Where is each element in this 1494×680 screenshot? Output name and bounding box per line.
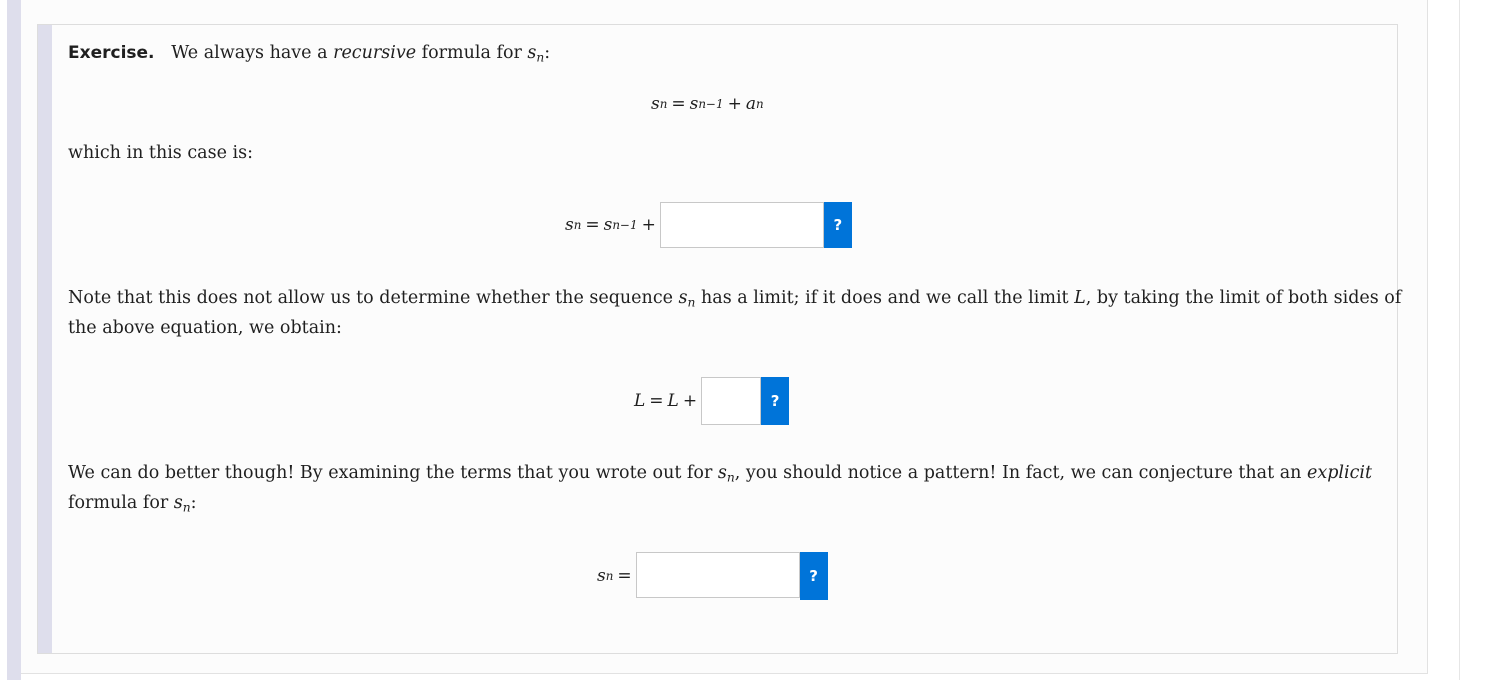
better-line-1 [68, 458, 1372, 493]
explicit-lhs: s [597, 566, 606, 586]
exercise-accent-bar [38, 25, 52, 653]
intro-text-after: formula for [416, 43, 528, 63]
case-equals: = [585, 215, 600, 235]
explicit-help-button[interactable]: ? [800, 552, 828, 600]
formula-equals: = [671, 94, 686, 114]
formula-term1: s [689, 94, 699, 114]
exercise-intro [68, 38, 550, 73]
note-var: s [678, 288, 688, 308]
right-divider [1459, 0, 1460, 680]
case-lhs: s [565, 215, 574, 235]
case-text: which in this case is: [68, 143, 253, 163]
case-formula [565, 202, 852, 248]
limit-formula [634, 377, 789, 425]
better-line2-var-sub: n [182, 500, 191, 515]
formula-term2-sub: n [755, 97, 764, 111]
case-help-button[interactable]: ? [824, 202, 852, 248]
better-var-sub: n [726, 470, 735, 485]
limit-answer-group [701, 377, 789, 425]
formula-plus: + [727, 94, 742, 114]
intro-var-sub: n [536, 50, 545, 65]
note-text-b: has a limit; if it does and we call the limit [695, 288, 1075, 308]
case-term1: s [603, 215, 613, 235]
limit-lhs: L [634, 391, 646, 411]
formula-term2: a [745, 94, 756, 114]
case-answer-input[interactable] [660, 202, 824, 248]
better-line2-colon: : [190, 493, 197, 513]
better-text-a: We can do better though! By examining the terms that you wrote out for [68, 463, 718, 483]
case-term1-sub: n−1 [612, 218, 638, 232]
intro-text: We always have a [171, 43, 334, 63]
case-answer-group [660, 202, 852, 248]
intro-colon: : [544, 43, 551, 63]
better-var: s [717, 463, 727, 483]
limit-plus: + [682, 391, 698, 411]
intro-emphasis: recursive [333, 43, 417, 63]
better-text-b: , you should notice a pattern! In fact, we can conjecture that an [734, 463, 1307, 483]
explicit-lhs-sub: n [605, 569, 614, 583]
explicit-answer-input[interactable] [636, 552, 800, 598]
exercise-box [37, 24, 1402, 654]
explicit-formula [597, 552, 828, 600]
note-var-sub: n [687, 295, 696, 310]
note-text-a: Note that this does not allow us to determine whether the sequence [68, 288, 679, 308]
limit-equals: = [649, 391, 664, 411]
formula-lhs: s [651, 94, 660, 114]
note-limit-var: L [1074, 288, 1086, 308]
exercise-heading: Exercise. [68, 43, 155, 63]
formula-term1-sub: n−1 [698, 97, 724, 111]
better-emphasis: explicit [1306, 463, 1373, 483]
explicit-equals: = [617, 566, 632, 586]
formula-lhs-sub: n [659, 97, 668, 111]
better-line-2 [68, 488, 197, 523]
limit-rhs: L [667, 391, 679, 411]
left-rail [7, 0, 21, 680]
intro-var: s [527, 43, 537, 63]
case-lhs-sub: n [573, 218, 582, 232]
recursive-formula [651, 91, 764, 117]
limit-help-button[interactable]: ? [761, 377, 789, 425]
explicit-answer-group [636, 552, 828, 600]
case-plus: + [641, 215, 656, 235]
better-line2-var: s [173, 493, 183, 513]
better-line2-text: formula for [68, 493, 174, 513]
note-text-c: , by taking the limit of both sides of [1085, 288, 1402, 308]
note-line-2: the above equation, we obtain: [68, 318, 342, 338]
limit-answer-input[interactable] [701, 377, 761, 425]
